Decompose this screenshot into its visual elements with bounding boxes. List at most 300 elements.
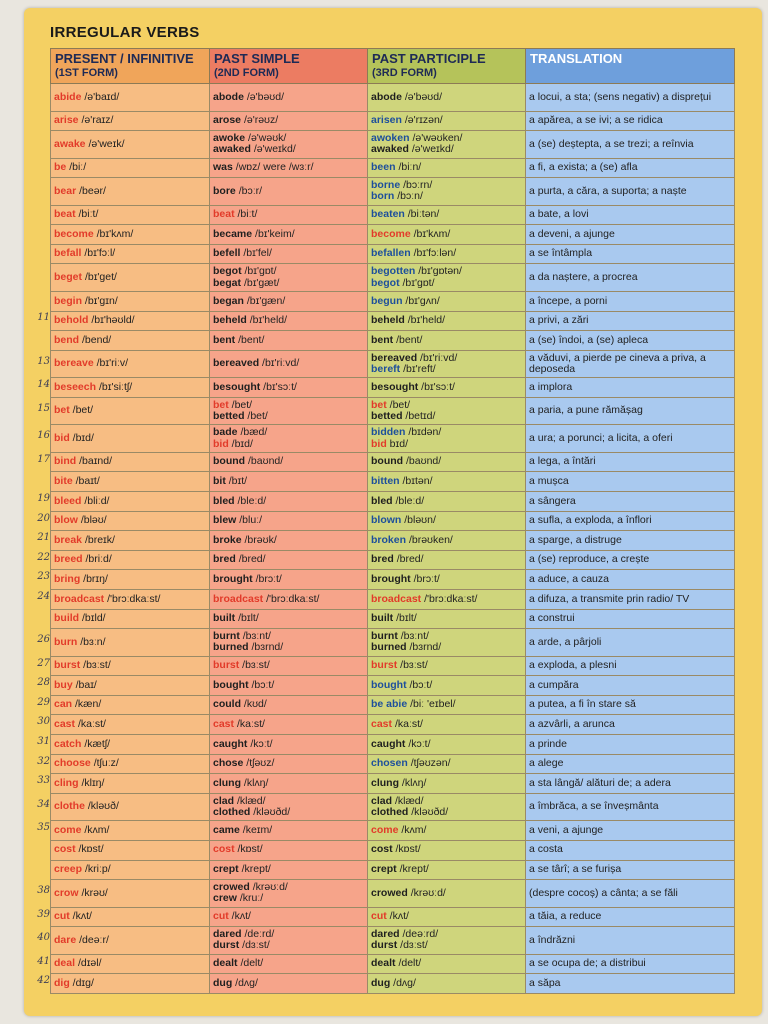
verb-word: befell xyxy=(213,247,241,260)
verb-word: burst xyxy=(213,659,240,672)
cell-infinitive xyxy=(51,656,210,676)
verb-form xyxy=(213,864,364,876)
verb-word: awoke xyxy=(213,131,246,144)
phonetic: /kʌm/ xyxy=(401,823,427,836)
verb-word: dared xyxy=(371,927,400,940)
verb-form xyxy=(371,778,522,790)
table-row xyxy=(51,531,735,551)
verb-form xyxy=(54,515,206,527)
margin-number: 39 xyxy=(37,908,50,920)
table-row xyxy=(51,178,735,206)
cell-translation: a costa xyxy=(526,840,735,860)
verb-word: built xyxy=(371,612,394,625)
cell-past-participle xyxy=(368,425,526,453)
verb-form xyxy=(213,515,364,527)
cell-past-simple xyxy=(210,111,368,131)
cell-infinitive xyxy=(51,735,210,755)
margin-number: 34 xyxy=(37,798,50,810)
verb-word: dealt xyxy=(213,957,238,970)
cell-past-participle xyxy=(368,590,526,610)
verb-word: bite xyxy=(54,474,73,487)
cell-infinitive xyxy=(51,695,210,715)
phonetic: /krəʊːd/ xyxy=(252,880,288,893)
verb-form xyxy=(371,144,522,156)
verb-word: bent xyxy=(213,333,236,346)
cell-translation: a fi, a exista; a (se) afla xyxy=(526,158,735,178)
cell-past-simple xyxy=(210,974,368,994)
verb-form xyxy=(371,162,522,174)
cell-past-simple xyxy=(210,880,368,908)
cell-translation: a purta, a căra, a suporta; a naște xyxy=(526,178,735,206)
cell-past-participle xyxy=(368,531,526,551)
verb-form xyxy=(213,92,364,104)
verb-word: brought xyxy=(371,572,411,585)
verb-form xyxy=(213,144,364,156)
cell-translation: a implora xyxy=(526,378,735,398)
verb-form xyxy=(371,807,522,819)
verb-word: bore xyxy=(213,184,236,197)
verb-word: beat xyxy=(54,208,76,221)
verb-word: crew xyxy=(213,892,237,905)
margin-number: 35 xyxy=(37,822,50,834)
verb-word: begot xyxy=(213,265,242,278)
table-body xyxy=(51,84,735,994)
table-row xyxy=(51,350,735,378)
header-past-participle-sub: (3RD FORM) xyxy=(372,67,437,79)
cell-past-participle xyxy=(368,656,526,676)
cell-past-simple xyxy=(210,793,368,821)
verb-form xyxy=(371,888,522,900)
table-row xyxy=(51,378,735,398)
phonetic: /bɔːrn/ xyxy=(403,178,433,191)
verb-form xyxy=(54,637,206,649)
verb-form xyxy=(54,888,206,900)
cell-past-simple xyxy=(210,860,368,880)
verb-word: begun xyxy=(371,294,403,307)
verb-form xyxy=(54,660,206,672)
table-row xyxy=(51,695,735,715)
verb-word: born xyxy=(371,190,395,203)
verb-word: clothed xyxy=(213,806,251,819)
header-past-simple-main: PAST SIMPLE xyxy=(214,51,300,66)
verb-word: built xyxy=(213,612,236,625)
cell-infinitive xyxy=(51,472,210,492)
cell-past-simple xyxy=(210,840,368,860)
table-row xyxy=(51,492,735,512)
phonetic: /bɪ'keim/ xyxy=(255,227,295,240)
verb-form xyxy=(54,535,206,547)
cell-past-participle xyxy=(368,264,526,292)
cell-past-participle xyxy=(368,927,526,955)
phonetic: /bɪ'fɔːl/ xyxy=(84,247,116,260)
verb-word: beheld xyxy=(371,314,405,327)
phonetic: /klæd/ xyxy=(236,794,266,807)
cell-past-participle xyxy=(368,550,526,570)
margin-number: 38 xyxy=(37,885,50,897)
table-row xyxy=(51,629,735,657)
phonetic: /biː/ xyxy=(69,161,87,174)
cell-past-participle xyxy=(368,511,526,531)
cell-translation: a sparge, a distruge xyxy=(526,531,735,551)
verb-word: borne xyxy=(371,178,401,191)
verb-form xyxy=(213,642,364,654)
phonetic: /bɪ'gɪn/ xyxy=(84,294,118,307)
verb-form xyxy=(54,739,206,751)
verb-form xyxy=(213,699,364,711)
verb-word: bend xyxy=(54,333,80,346)
verb-form xyxy=(213,613,364,625)
phonetic: /delt/ xyxy=(240,957,264,970)
phonetic: /bɪdən/ xyxy=(408,426,442,439)
phonetic: /bleːd/ xyxy=(395,494,425,507)
verb-word: arose xyxy=(213,114,242,127)
cell-translation: a bate, a lovi xyxy=(526,205,735,225)
verb-form xyxy=(371,680,522,692)
verb-word: choose xyxy=(54,757,91,770)
phonetic: /biːt/ xyxy=(237,208,258,221)
cell-past-participle xyxy=(368,715,526,735)
verb-word: burnt xyxy=(371,629,398,642)
verb-word: befallen xyxy=(371,247,411,260)
verb-form xyxy=(54,680,206,692)
verb-word: cost xyxy=(371,843,393,856)
phonetic: /bent/ xyxy=(238,333,265,346)
cell-past-participle xyxy=(368,676,526,696)
phonetic: /baʊnd/ xyxy=(248,455,284,468)
verb-word: cast xyxy=(371,718,393,731)
cell-past-participle xyxy=(368,452,526,472)
verb-word: dare xyxy=(54,933,77,946)
table-row xyxy=(51,84,735,112)
cell-past-participle xyxy=(368,311,526,331)
verb-word: chosen xyxy=(371,757,408,770)
table-row xyxy=(51,511,735,531)
phonetic: /bɪd/ xyxy=(72,431,94,444)
phonetic: /kaːst/ xyxy=(394,718,423,731)
phonetic: /dʌg/ xyxy=(235,976,258,989)
verb-word: chose xyxy=(213,757,244,770)
verb-form xyxy=(371,229,522,241)
cell-past-participle xyxy=(368,880,526,908)
verb-word: clad xyxy=(213,794,235,807)
header-present-main: PRESENT / INFINITIVE xyxy=(55,51,194,66)
verb-word: burst xyxy=(371,659,398,672)
verb-word: blew xyxy=(213,514,237,527)
table-row xyxy=(51,656,735,676)
verb-word: bereave xyxy=(54,357,94,370)
verb-form xyxy=(371,315,522,327)
verb-word: bereaved xyxy=(371,351,418,364)
phonetic: /bɪ'riːvd/ xyxy=(262,357,300,370)
verb-form xyxy=(371,209,522,221)
verb-form xyxy=(213,739,364,751)
margin-number: 21 xyxy=(37,532,50,544)
cell-infinitive xyxy=(51,531,210,551)
cell-infinitive xyxy=(51,609,210,629)
verb-word: was xyxy=(213,161,233,174)
margin-number: 40 xyxy=(37,932,50,944)
cell-infinitive xyxy=(51,397,210,425)
margin-number: 41 xyxy=(37,955,50,967)
cell-infinitive xyxy=(51,927,210,955)
cell-past-participle xyxy=(368,111,526,131)
phonetic: /bɔːt/ xyxy=(409,678,433,691)
header-past-participle-main: PAST PARTICIPLE xyxy=(372,51,486,66)
verb-word: bid xyxy=(371,437,387,450)
phonetic: /bɪ'gʌn/ xyxy=(405,294,440,307)
cell-infinitive xyxy=(51,158,210,178)
verb-form xyxy=(54,844,206,856)
cell-past-simple xyxy=(210,570,368,590)
phonetic: /bɪ'gɒt/ xyxy=(244,265,277,278)
verb-form xyxy=(371,864,522,876)
table-row xyxy=(51,974,735,994)
margin-number: 22 xyxy=(37,551,50,563)
phonetic: /biːtən/ xyxy=(407,208,440,221)
verb-word: cling xyxy=(54,776,79,789)
verb-word: durst xyxy=(371,939,398,952)
cell-past-participle xyxy=(368,178,526,206)
verb-word: build xyxy=(54,612,80,625)
phonetic: /bɪ'held/ xyxy=(249,314,288,327)
verb-word: bereaved xyxy=(213,357,260,370)
phonetic: /bɪ'fɔːlən/ xyxy=(413,247,457,260)
phonetic: /bleːd/ xyxy=(237,494,267,507)
cell-infinitive xyxy=(51,264,210,292)
verb-form xyxy=(54,864,206,876)
cell-infinitive xyxy=(51,550,210,570)
verb-word: bound xyxy=(371,455,404,468)
cell-past-participle xyxy=(368,860,526,880)
verb-form xyxy=(213,315,364,327)
verb-form xyxy=(371,719,522,731)
phonetic: /bɔːr/ xyxy=(238,184,263,197)
verb-form xyxy=(54,613,206,625)
phonetic: /bləʊn/ xyxy=(404,514,436,527)
phonetic: /klæd/ xyxy=(394,794,424,807)
verb-form xyxy=(371,382,522,394)
cell-past-participle xyxy=(368,821,526,841)
cell-past-participle xyxy=(368,695,526,715)
table-row xyxy=(51,735,735,755)
verb-word: clad xyxy=(371,794,393,807)
phonetic: /kætʃ/ xyxy=(84,737,111,750)
cell-past-participle xyxy=(368,735,526,755)
verb-word: dealt xyxy=(371,957,396,970)
table-row xyxy=(51,111,735,131)
verb-form xyxy=(371,411,522,423)
verb-form xyxy=(371,940,522,952)
phonetic: /bluː/ xyxy=(239,514,263,527)
phonetic: /ə'bəʊd/ xyxy=(404,90,443,103)
verb-word: arisen xyxy=(371,114,402,127)
cell-infinitive xyxy=(51,131,210,159)
margin-number: 13 xyxy=(37,355,50,367)
verb-form xyxy=(54,699,206,711)
margin-number: 19 xyxy=(37,492,50,504)
margin-number: 15 xyxy=(37,402,50,414)
cell-translation: a săpa xyxy=(526,974,735,994)
verb-form xyxy=(54,248,206,260)
cell-past-participle xyxy=(368,225,526,245)
verb-word: catch xyxy=(54,737,82,750)
cell-translation: a prinde xyxy=(526,735,735,755)
phonetic: /ə'weɪkd/ xyxy=(411,143,454,156)
verb-form xyxy=(54,825,206,837)
phonetic: /tʃuːz/ xyxy=(93,757,119,770)
verb-word: durst xyxy=(213,939,240,952)
cell-translation: a difuza, a transmite prin radio/ TV xyxy=(526,590,735,610)
cell-past-simple xyxy=(210,492,368,512)
verb-form xyxy=(371,978,522,990)
phonetic: /keɪm/ xyxy=(242,823,273,836)
verb-word: come xyxy=(54,823,82,836)
verb-word: deal xyxy=(54,957,76,970)
table-row xyxy=(51,472,735,492)
verb-form xyxy=(371,574,522,586)
verb-form xyxy=(213,296,364,308)
phonetic: /bred/ xyxy=(238,553,266,566)
verb-word: behold xyxy=(54,314,89,327)
phonetic: /brɔːt/ xyxy=(255,572,282,585)
cell-past-participle xyxy=(368,754,526,774)
cell-translation: a se târî; a se furișa xyxy=(526,860,735,880)
phonetic: /kɒst/ xyxy=(78,843,104,856)
cell-infinitive xyxy=(51,205,210,225)
phonetic: /bɪ'sɔːt/ xyxy=(263,380,297,393)
phonetic: /baɪ/ xyxy=(75,678,97,691)
table-row xyxy=(51,774,735,794)
cell-infinitive xyxy=(51,754,210,774)
verb-form xyxy=(213,807,364,819)
cell-past-simple xyxy=(210,954,368,974)
cell-past-simple xyxy=(210,178,368,206)
margin-number: 28 xyxy=(37,677,50,689)
cell-infinitive xyxy=(51,492,210,512)
cell-past-simple xyxy=(210,695,368,715)
cell-translation: a exploda, a plesni xyxy=(526,656,735,676)
phonetic: /ə'wəʊken/ xyxy=(412,131,463,144)
verb-word: bet xyxy=(54,404,70,417)
phonetic: /bɔːn/ xyxy=(397,190,423,203)
table-row xyxy=(51,590,735,610)
verb-word: beat xyxy=(213,208,235,221)
table-row xyxy=(51,860,735,880)
verb-form xyxy=(54,496,206,508)
verb-form xyxy=(54,719,206,731)
verb-form xyxy=(213,978,364,990)
table-row xyxy=(51,291,735,311)
cell-infinitive xyxy=(51,350,210,378)
verb-form xyxy=(54,405,206,417)
verb-word: awake xyxy=(54,137,86,150)
cell-infinitive xyxy=(51,570,210,590)
verb-form xyxy=(213,940,364,952)
verb-form xyxy=(213,439,364,451)
verb-form xyxy=(213,758,364,770)
margin-number: 20 xyxy=(37,512,50,524)
phonetic: /bɪ'sɔːt/ xyxy=(421,380,455,393)
cell-infinitive xyxy=(51,311,210,331)
cell-past-participle xyxy=(368,397,526,425)
verb-form xyxy=(371,476,522,488)
verb-word: awoken xyxy=(371,131,410,144)
phonetic: /ə'wəʊk/ xyxy=(248,131,287,144)
cell-infinitive xyxy=(51,954,210,974)
phonetic: /kʌt/ xyxy=(389,910,409,923)
verb-word: bred xyxy=(371,553,394,566)
cell-past-simple xyxy=(210,590,368,610)
phonetic: /kʌm/ xyxy=(84,823,110,836)
table-row xyxy=(51,311,735,331)
margin-number: 31 xyxy=(37,736,50,747)
verb-word: bind xyxy=(54,455,77,468)
verb-form xyxy=(371,515,522,527)
margin-number: 30 xyxy=(37,716,50,728)
verb-word: be xyxy=(54,161,67,174)
phonetic: /bɪ'fel/ xyxy=(243,247,272,260)
verb-word: bet xyxy=(371,398,387,411)
phonetic: /bləʊ/ xyxy=(80,514,107,527)
verb-word: broadcast xyxy=(54,592,105,605)
phonetic: /brəʊk/ xyxy=(244,533,277,546)
cell-translation: a văduvi, a pierde pe cineva a priva, a deposeda xyxy=(526,350,735,378)
cell-past-simple xyxy=(210,397,368,425)
cell-past-participle xyxy=(368,492,526,512)
verb-form xyxy=(213,496,364,508)
verb-form xyxy=(213,958,364,970)
verb-form xyxy=(54,209,206,221)
verb-form xyxy=(371,594,522,606)
cell-infinitive xyxy=(51,629,210,657)
table-row xyxy=(51,609,735,629)
verb-form xyxy=(213,278,364,290)
cell-past-participle xyxy=(368,840,526,860)
phonetic: /klɪŋ/ xyxy=(81,776,105,789)
cell-infinitive xyxy=(51,715,210,735)
phonetic: /deəːr/ xyxy=(79,933,109,946)
table-row xyxy=(51,452,735,472)
table-row xyxy=(51,954,735,974)
verb-form xyxy=(213,456,364,468)
verb-form xyxy=(371,642,522,654)
verb-word: burn xyxy=(54,635,78,648)
cell-infinitive xyxy=(51,880,210,908)
verb-form xyxy=(54,594,206,606)
phonetic: /'brɔːdkaːst/ xyxy=(424,592,478,605)
verb-word: abode xyxy=(213,90,244,103)
verb-form xyxy=(371,296,522,308)
verb-form xyxy=(54,433,206,445)
phonetic: /bend/ xyxy=(82,333,112,346)
verb-word: betted xyxy=(371,410,403,423)
table-row xyxy=(51,331,735,351)
verb-form xyxy=(371,456,522,468)
verb-word: caught xyxy=(213,737,248,750)
verb-form xyxy=(371,613,522,625)
cell-past-simple xyxy=(210,821,368,841)
cell-past-participle xyxy=(368,954,526,974)
table-row xyxy=(51,264,735,292)
table-row xyxy=(51,927,735,955)
phonetic: /ə'rɪzən/ xyxy=(404,114,443,127)
margin-number: 33 xyxy=(37,775,50,787)
cell-past-participle xyxy=(368,774,526,794)
verb-word: dug xyxy=(371,976,391,989)
table-row xyxy=(51,158,735,178)
verb-word: clung xyxy=(213,776,241,789)
verb-word: beheld xyxy=(213,314,247,327)
